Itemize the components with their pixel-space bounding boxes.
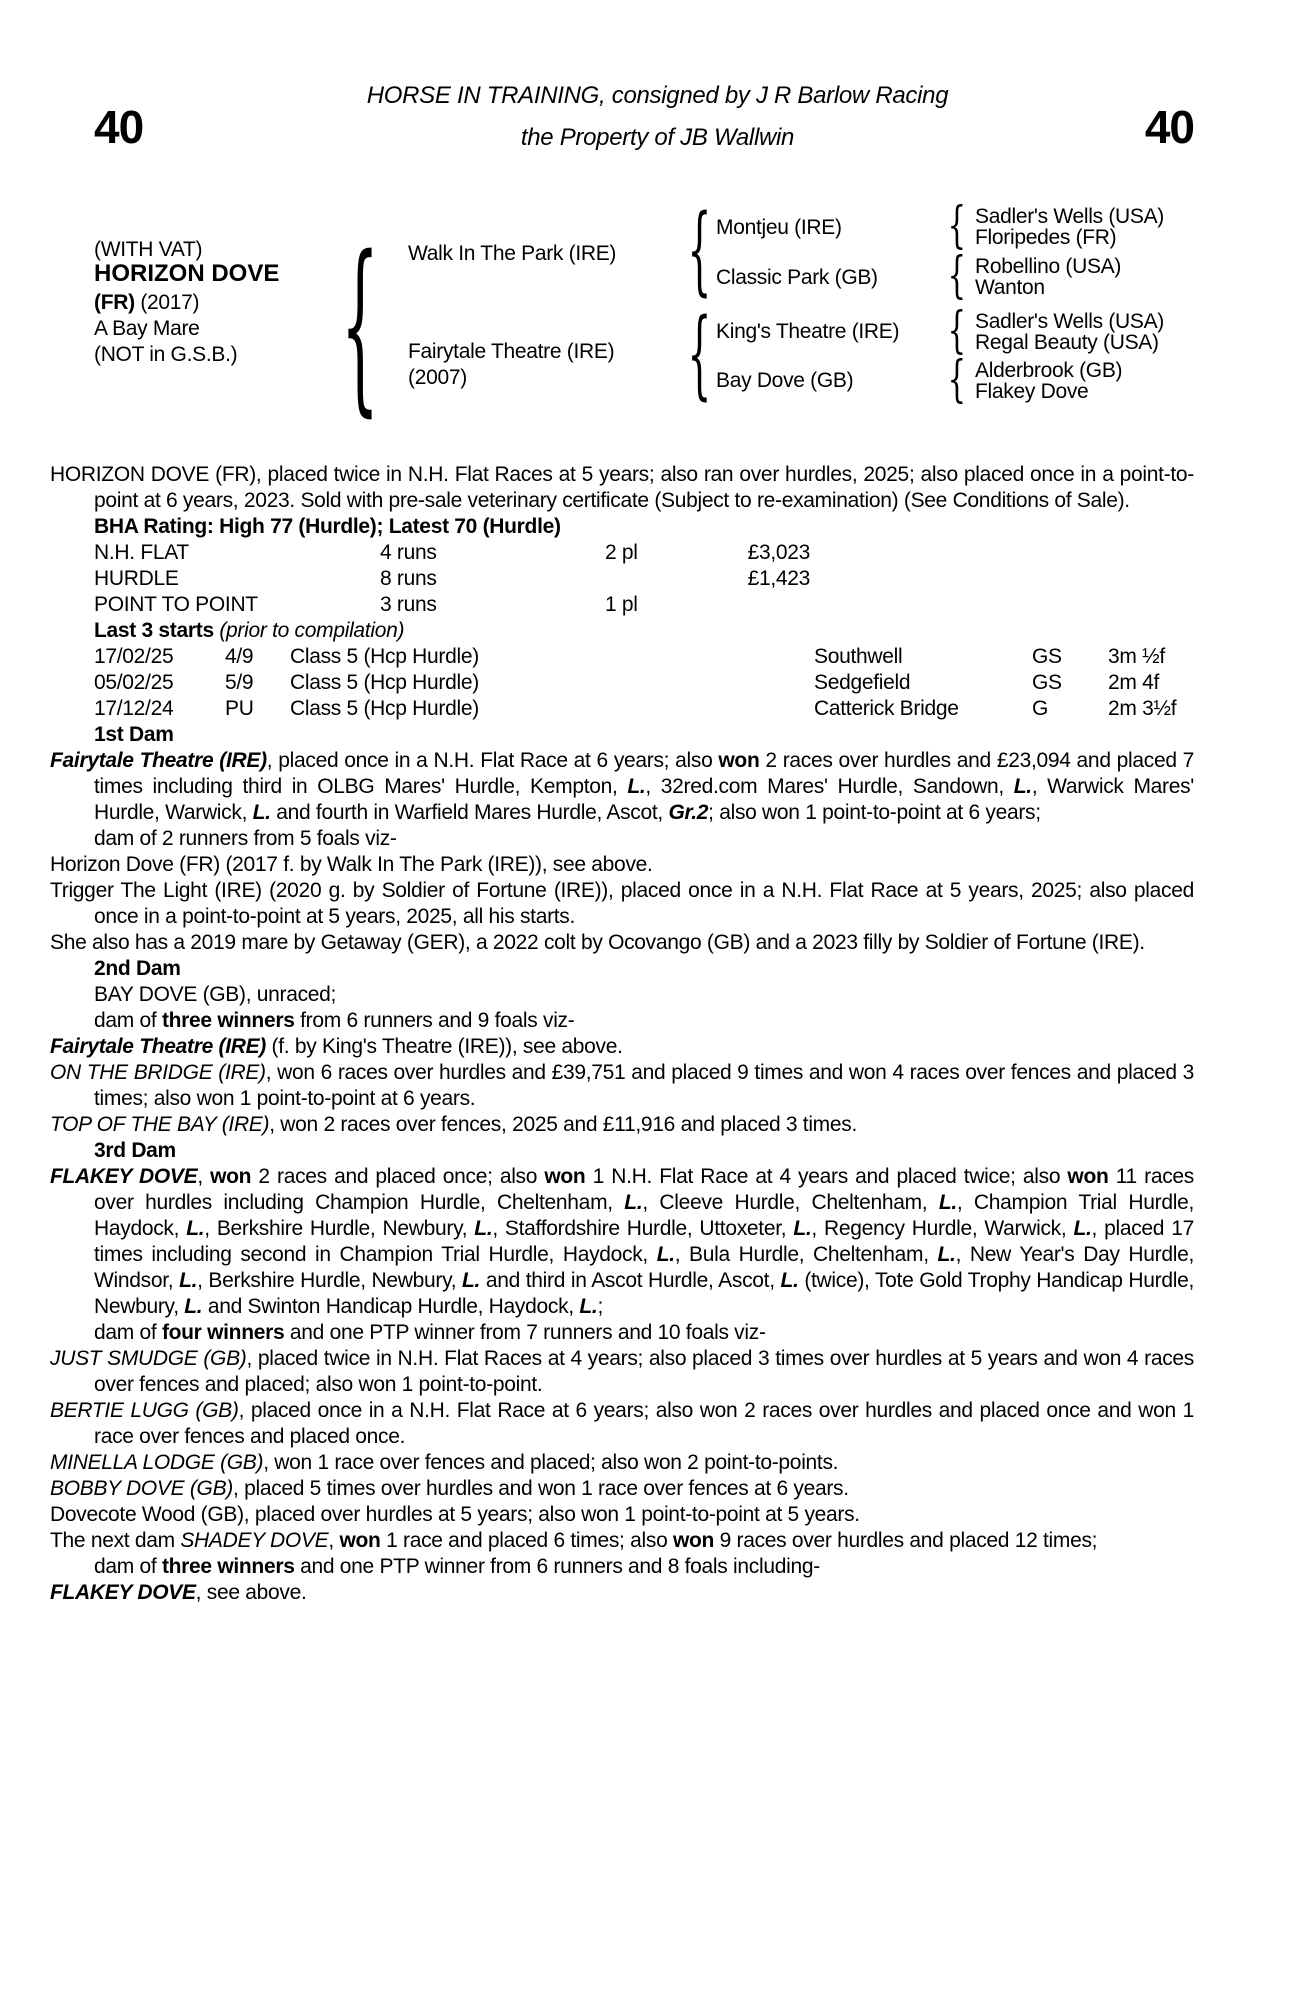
first-dam-heading: 1st Dam bbox=[94, 723, 174, 746]
last-starts-heading-bold: Last 3 starts bbox=[94, 619, 214, 642]
with-vat-label: (WITH VAT) bbox=[94, 238, 203, 261]
pedigree-brace-gp4: { bbox=[947, 351, 967, 409]
grandparent-name: Flakey Dove bbox=[975, 380, 1089, 403]
distance-cell: 3m ½f bbox=[1108, 645, 1165, 668]
race-class-cell: Class 5 (Hcp Hurdle) bbox=[290, 671, 479, 694]
first-dam-record: Fairytale Theatre (IRE), placed once in a N.H. Flat Race at 6 years; also won 2 races over hurdles and £23,094 and placed 7 times including third in OLBG Mares' Hurdle, Kempton, L., 32red.com Mares' Hurdle, Sandown, L., Warwick Mares' Hurdle, Warwick, L. and fourth in Warfield Mares Hurdle, Ascot, Gr.2; also won 1 point-to-point at 6 years; bbox=[50, 749, 1195, 824]
bha-rating-heading: BHA Rating: High 77 (Hurdle); Latest 70 (Hurdle) bbox=[94, 515, 561, 538]
progeny-entry: Trigger The Light (IRE) (2020 g. by Soldier of Fortune (IRE)), placed once in a N.H. Flat Race at 5 years, 2025; also placed once in a point-to-point at 5 years, 2025, all his starts. bbox=[50, 879, 1194, 928]
progeny-entry: Horizon Dove (FR) (2017 f. by Walk In The Park (IRE)), see above. bbox=[50, 853, 653, 876]
discipline-cell: POINT TO POINT bbox=[94, 593, 258, 616]
date-cell: 17/02/25 bbox=[94, 645, 174, 668]
last-starts-table bbox=[94, 644, 1194, 722]
progeny-entry: FLAKEY DOVE, see above. bbox=[50, 1581, 307, 1604]
sire-name: Walk In The Park (IRE) bbox=[408, 242, 617, 265]
horse-description: A Bay Mare bbox=[94, 317, 200, 340]
earnings-cell: £3,023 bbox=[747, 541, 810, 564]
second-dam-record: BAY DOVE (GB), unraced; bbox=[94, 983, 337, 1006]
second-dam-heading: 2nd Dam bbox=[94, 957, 181, 980]
sire-sire-name: Montjeu (IRE) bbox=[716, 216, 842, 239]
progeny-entry: JUST SMUDGE (GB), placed twice in N.H. Flat Races at 4 years; also placed 3 times over hurdles at 5 years and won 4 races over fences and placed; also won 1 point-to-point. bbox=[50, 1347, 1194, 1396]
table-row bbox=[94, 566, 1194, 592]
progeny-entry: Fairytale Theatre (IRE) (f. by King's Theatre (IRE)), see above. bbox=[50, 1035, 623, 1058]
date-cell: 17/12/24 bbox=[94, 697, 174, 720]
last-starts-heading bbox=[94, 618, 1194, 644]
distance-cell: 2m 3½f bbox=[1108, 697, 1177, 720]
course-cell: Sedgefield bbox=[814, 671, 911, 694]
course-cell: Southwell bbox=[814, 645, 903, 668]
pedigree-brace-gp1: { bbox=[947, 197, 967, 255]
produce-lead-line: dam of 2 runners from 5 foals viz- bbox=[94, 827, 397, 850]
grandparent-name: Sadler's Wells (USA) bbox=[975, 205, 1164, 228]
grandparent-name: Wanton bbox=[975, 276, 1045, 299]
dam-dam-name: Bay Dove (GB) bbox=[716, 369, 854, 392]
progeny-entry: MINELLA LODGE (GB), won 1 race over fences and placed; also won 2 point-to-points. bbox=[50, 1451, 839, 1474]
race-class-cell: Class 5 (Hcp Hurdle) bbox=[290, 697, 479, 720]
third-dam-heading: 3rd Dam bbox=[94, 1139, 176, 1162]
going-cell: GS bbox=[1032, 645, 1062, 668]
race-class-cell: Class 5 (Hcp Hurdle) bbox=[290, 645, 479, 668]
earnings-cell: £1,423 bbox=[747, 567, 810, 590]
horse-name: HORIZON DOVE bbox=[94, 260, 280, 287]
produce-lead-line: dam of four winners and one PTP winner from 7 runners and 10 foals viz- bbox=[94, 1321, 766, 1344]
lot-number-right: 40 bbox=[1144, 101, 1194, 153]
catalogue-body bbox=[50, 462, 1195, 1606]
discipline-cell: HURDLE bbox=[94, 567, 179, 590]
progeny-entry: BERTIE LUGG (GB), placed once in a N.H. Flat Race at 6 years; also won 2 races over hurdles and placed once and won 1 race over fences and placed once. bbox=[50, 1399, 1194, 1448]
grandparent-name: Sadler's Wells (USA) bbox=[975, 310, 1164, 333]
next-dam-record: The next dam SHADEY DOVE, won 1 race and placed 6 times; also won 9 races over hurdles and placed 12 times; bbox=[50, 1529, 1098, 1552]
grandparent-name: Regal Beauty (USA) bbox=[975, 331, 1159, 354]
progeny-entry: BOBBY DOVE (GB), placed 5 times over hurdles and won 1 race over fences at 6 years. bbox=[50, 1477, 849, 1500]
dam-sire-name: King's Theatre (IRE) bbox=[716, 320, 900, 343]
race-record-summary: HORIZON DOVE (FR), placed twice in N.H. Flat Races at 5 years; also ran over hurdles, 2025; also placed once in a point-to-point at 6 years, 2023. Sold with pre-sale veterinary certificate (Subject to re-examination) (See Conditions of Sale). bbox=[50, 463, 1194, 512]
grandparent-name: Alderbrook (GB) bbox=[975, 359, 1123, 382]
date-cell: 05/02/25 bbox=[94, 671, 174, 694]
table-row bbox=[94, 540, 1194, 566]
runs-cell: 4 runs bbox=[380, 541, 437, 564]
pedigree-brace-gp3: { bbox=[947, 302, 967, 360]
pedigree-brace-main: { bbox=[340, 218, 380, 436]
produce-lead-line: dam of three winners from 6 runners and 9 foals viz- bbox=[94, 1009, 575, 1032]
table-row bbox=[94, 696, 1194, 722]
dam-note: She also has a 2019 mare by Getaway (GER), a 2022 colt by Ocovango (GB) and a 2023 filly by Soldier of Fortune (IRE). bbox=[50, 931, 1145, 954]
grandparent-name: Floripedes (FR) bbox=[975, 226, 1117, 249]
consignor-title: HORSE IN TRAINING, consigned by J R Barlow Racing bbox=[366, 82, 949, 109]
table-row bbox=[94, 592, 1194, 618]
going-cell: GS bbox=[1032, 671, 1062, 694]
pedigree-brace-dam: { bbox=[686, 297, 712, 411]
course-cell: Catterick Bridge bbox=[814, 697, 959, 720]
progeny-entry: TOP OF THE BAY (IRE), won 2 races over fences, 2025 and £11,916 and placed 3 times. bbox=[50, 1113, 857, 1136]
dam-year: (2007) bbox=[408, 366, 467, 389]
grandparent-name: Robellino (USA) bbox=[975, 255, 1122, 278]
placed-cell: 1 pl bbox=[605, 593, 638, 616]
produce-lead-line: dam of three winners and one PTP winner from 6 runners and 8 foals including- bbox=[94, 1555, 820, 1578]
pedigree-brace-sire: { bbox=[686, 193, 712, 307]
last-starts-heading-note: (prior to compilation) bbox=[213, 619, 405, 642]
discipline-cell: N.H. FLAT bbox=[94, 541, 189, 564]
progeny-entry: Dovecote Wood (GB), placed over hurdles at 5 years; also won 1 point-to-point at 5 years. bbox=[50, 1503, 860, 1526]
distance-cell: 2m 4f bbox=[1108, 671, 1160, 694]
lot-number-left: 40 bbox=[94, 101, 144, 153]
position-cell: 5/9 bbox=[225, 671, 254, 694]
sire-dam-name: Classic Park (GB) bbox=[716, 266, 878, 289]
placed-cell: 2 pl bbox=[605, 541, 638, 564]
property-line: the Property of JB Wallwin bbox=[520, 124, 795, 151]
bha-rating-table bbox=[94, 540, 1194, 618]
progeny-entry: ON THE BRIDGE (IRE), won 6 races over hurdles and £39,751 and placed 9 times and won 4 races over fences and placed 3 times; also won 1 point-to-point at 6 years. bbox=[50, 1061, 1194, 1110]
horse-suffix-year: (FR) (2017) bbox=[94, 291, 200, 314]
third-dam-record: FLAKEY DOVE, won 2 races and placed once; also won 1 N.H. Flat Race at 4 years and placed twice; also won 11 races over hurdles including Champion Hurdle, Cheltenham, L., Cleeve Hurdle, Cheltenham, L., Champion Trial Hurdle, Haydock, L., Berkshire Hurdle, Newbury, L., Staffordshire Hurdle, Uttoxeter, L., Regency Hurdle, Warwick, L., placed 17 times including second in Champion Trial Hurdle, Haydock, L., Bula Hurdle, Cheltenham, L., New Year's Day Hurdle, Windsor, L., Berkshire Hurdle, Newbury, L. and third in Ascot Hurdle, Ascot, L. (twice), Tote Gold Trophy Handicap Hurdle, Newbury, L. and Swinton Handicap Hurdle, Haydock, L.; bbox=[50, 1165, 1195, 1318]
runs-cell: 8 runs bbox=[380, 567, 437, 590]
dam-name: Fairytale Theatre (IRE) bbox=[408, 340, 615, 363]
table-row bbox=[94, 644, 1194, 670]
pedigree-brace-gp2: { bbox=[947, 247, 967, 305]
table-row bbox=[94, 670, 1194, 696]
runs-cell: 3 runs bbox=[380, 593, 437, 616]
gsb-note: (NOT in G.S.B.) bbox=[94, 343, 238, 366]
going-cell: G bbox=[1032, 697, 1049, 720]
position-cell: 4/9 bbox=[225, 645, 254, 668]
position-cell: PU bbox=[225, 697, 254, 720]
